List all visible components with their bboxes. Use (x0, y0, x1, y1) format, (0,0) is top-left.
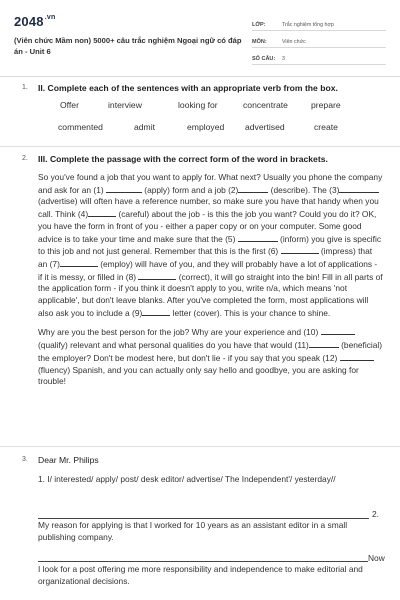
answer-blank[interactable] (321, 326, 355, 335)
passage (38, 172, 383, 395)
passage-text: letter (cover). This is your chance to shine. (170, 307, 331, 318)
passage-text: (inform) you give is specific to this job and not just general. Remember that this is the first (6) (38, 233, 382, 257)
passage-text: (apply) form and a job (2) (141, 184, 239, 195)
answer-blank[interactable] (309, 339, 339, 348)
passage-text: (correct), it will go straight into the bin! Fill in all parts of the application form - if you think it doesn't apply to you, write n/a, which means 'not applicable', but don't leave blanks. After you've completed the form, most applications will also ask you to include a (9) (38, 271, 383, 318)
word-option: Offer (60, 100, 79, 110)
item-continuation: Now (368, 553, 385, 563)
header-divider (0, 76, 400, 77)
question-number: 2. (22, 155, 28, 162)
meta-key: LỚP: (252, 22, 266, 28)
word-option: looking for (178, 100, 218, 110)
word-option: interview (108, 100, 142, 110)
document-title: (Viên chức Mầm non) 5000+ câu trắc nghiệm Ngoại ngữ có đáp án - Unit 6 (14, 36, 242, 56)
word-option: prepare (311, 100, 341, 110)
word-option: admit (134, 122, 156, 132)
meta-value: 3 (282, 56, 285, 62)
word-option: advertised (245, 122, 285, 132)
word-box (38, 100, 383, 136)
logo-suffix: .vn (44, 14, 56, 21)
section-divider (0, 446, 400, 447)
meta-row-subject (252, 31, 386, 48)
passage-text: (beneficial) the employer? Don't be modest here, but don't lie - if you say that you speak (12) (38, 340, 383, 363)
letter-item: 1. I/ interested/ apply/ post/ desk editor/ advertise/ The Independent'/ yesterday// (38, 474, 336, 484)
passage-text: (impress) that an (7) (38, 246, 373, 269)
passage-text: Why are you the best person for the job? Why are your experience and (10) (38, 327, 321, 338)
question-title: II. Complete each of the sentences with an appropriate verb from the box. (38, 83, 338, 93)
question-number: 1. (22, 84, 28, 91)
word-row (38, 100, 383, 112)
word-option: employed (187, 122, 225, 132)
logo-text: 2048 (14, 14, 44, 29)
item-number: 2. (372, 509, 379, 519)
document-header (0, 0, 400, 76)
question-number: 3. (22, 456, 28, 463)
passage-text: So you've found a job that you want to apply for. What next? Usually you phone the company and ask for an (1) (38, 172, 383, 195)
site-logo[interactable] (14, 14, 55, 29)
answer-blank[interactable] (138, 271, 176, 280)
answer-line[interactable] (38, 561, 368, 562)
answer-blank[interactable] (88, 208, 116, 217)
answer-blank[interactable] (238, 184, 268, 193)
letter-greeting: Dear Mr. Philips (38, 455, 99, 465)
answer-blank[interactable] (238, 233, 278, 242)
word-option: commented (58, 122, 103, 132)
answer-blank[interactable] (60, 258, 98, 267)
passage-text: (careful) about the job - is this the job you want? Could you do it? OK, you have the form in front of you - either a paper copy or on your computer. Some good advice is to take your time and make sure that the (5) (38, 209, 377, 244)
answer-blank[interactable] (339, 184, 379, 193)
meta-key: MÔN: (252, 39, 267, 45)
meta-key: SỐ CÂU: (252, 56, 276, 62)
passage-text: (fluency) Spanish, and you can actually only say hello and goodbye, you are asking for trouble! (38, 364, 359, 387)
passage-text: (qualify) relevant and what personal qualities do you have that would (11) (38, 340, 309, 351)
passage-text: (employ) will have of you, and they will probably have a lot of applications - if it is messy, or filled in (8) (38, 258, 378, 282)
meta-value: Trắc nghiệm tổng hợp (282, 22, 334, 28)
passage-paragraph (38, 172, 383, 319)
question-title: III. Complete the passage with the correct form of the word in brackets. (38, 154, 328, 164)
passage-text: (advertise) will often have a reference number, so make sure you have that handy when you call. Think (4) (38, 196, 379, 220)
letter-item: I look for a post offering me more responsibility and independence to make editorial and organizational decisions. (38, 564, 363, 586)
section-divider (0, 146, 400, 147)
passage-paragraph (38, 326, 383, 388)
meta-row-count (252, 48, 386, 65)
passage-text: (describe). The (3) (268, 184, 340, 195)
word-option: concentrate (243, 100, 288, 110)
meta-value: Viên chức (282, 39, 306, 45)
answer-line[interactable] (38, 518, 369, 519)
word-option: create (314, 122, 338, 132)
meta-panel (252, 14, 386, 65)
answer-blank[interactable] (142, 307, 170, 316)
meta-row-class (252, 14, 386, 31)
answer-blank[interactable] (340, 352, 374, 361)
answer-blank[interactable] (281, 245, 319, 254)
answer-blank[interactable] (106, 184, 142, 193)
letter-item: My reason for applying is that I worked for 10 years as an assistant editor in a small publishing company. (38, 520, 348, 542)
word-row (38, 122, 383, 134)
